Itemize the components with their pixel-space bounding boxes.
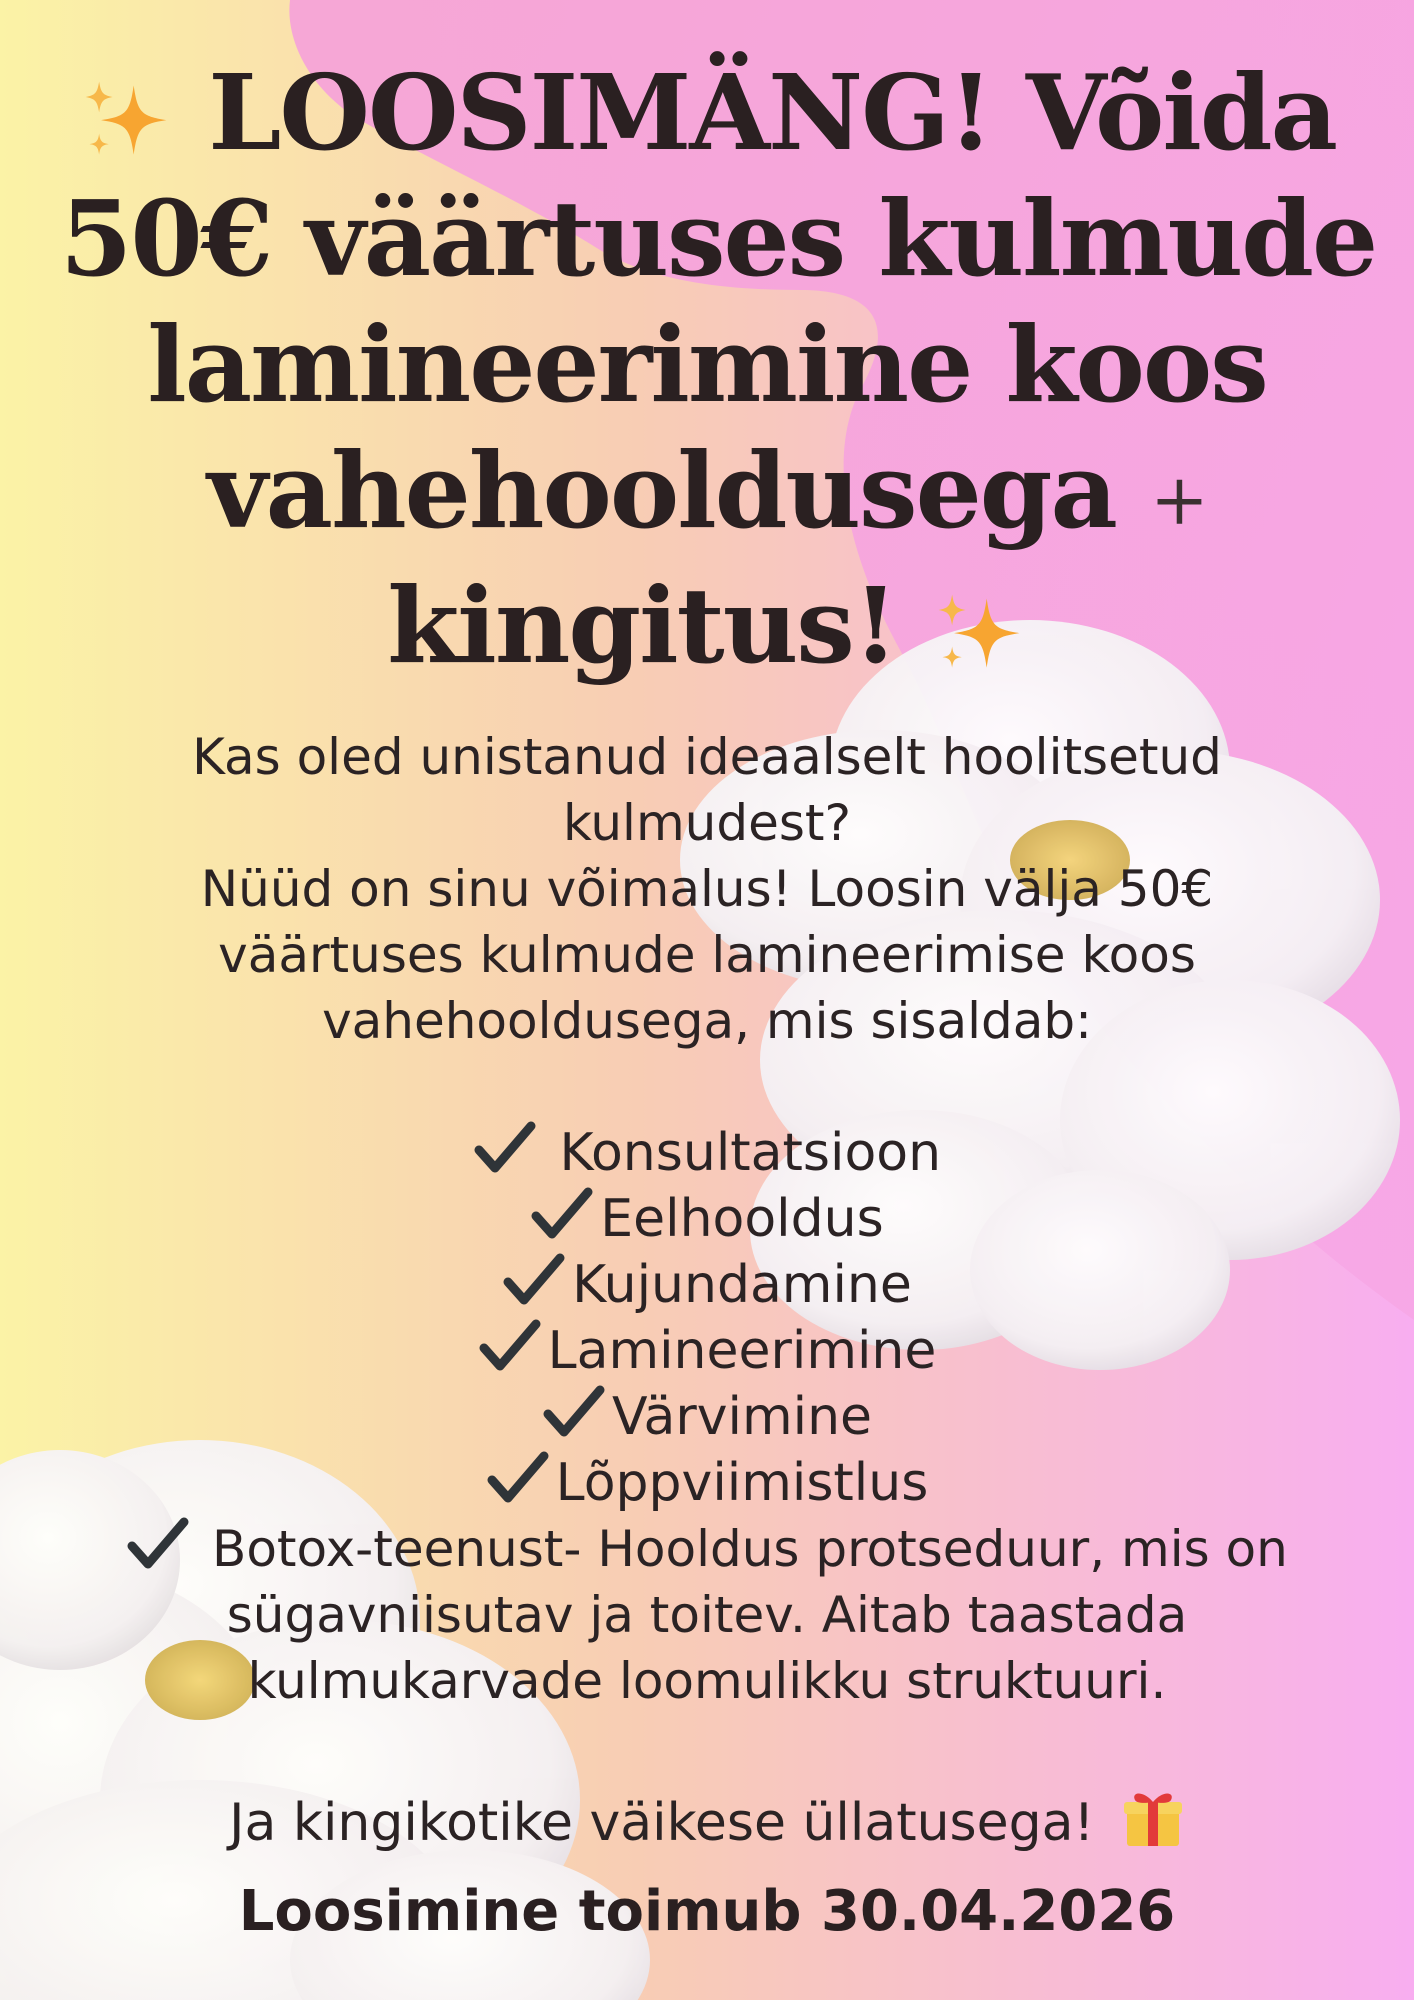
checklist-item-finishing: Lõppviimistlus — [40, 1450, 1374, 1516]
check-icon — [542, 1384, 606, 1440]
intro-line-3: Nüüd on sinu võimalus! Loosin välja 50€ — [200, 860, 1214, 918]
botox-line-3: kulmukarvade loomulikku struktuuri. — [247, 1652, 1167, 1710]
gift-text: Ja kingikotike väikese üllatusega! — [229, 1793, 1095, 1853]
intro-line-2: kulmudest? — [562, 794, 852, 852]
intro-paragraph — [60, 724, 1354, 1054]
check-icon — [486, 1450, 550, 1506]
gift-icon — [1121, 1786, 1185, 1850]
intro-line-4: väärtuses kulmude lamineerimise koos — [218, 926, 1196, 984]
checklist-item-lamination: Lamineerimine — [40, 1318, 1374, 1384]
sparkles-icon — [931, 587, 1027, 683]
headline-line-3: lamineerimine koos — [147, 303, 1267, 426]
checklist-item-consultation: Konsultatsioon — [40, 1120, 1374, 1186]
headline-line-4 — [60, 428, 1354, 563]
check-icon — [502, 1252, 566, 1308]
check-icon — [473, 1120, 537, 1176]
checklist-item-tinting: Värvimine — [40, 1384, 1374, 1450]
checklist-item-shaping: Kujundamine — [40, 1252, 1374, 1318]
headline-line-1 — [60, 50, 1354, 176]
botox-line-1: Botox-teenust- Hooldus protseduur, mis on — [40, 1516, 1374, 1582]
headline-line-2: 50€ väärtuses kulmude — [60, 177, 1377, 300]
checklist-item-botox — [40, 1516, 1374, 1714]
botox-line-2: sügavniisutav ja toitev. Aitab taastada — [226, 1586, 1188, 1644]
check-icon — [126, 1516, 190, 1572]
intro-line-1: Kas oled unistanud ideaalselt hoolitsetud — [192, 728, 1222, 786]
gift-bag-note — [40, 1786, 1374, 1858]
headline-line-5 — [60, 563, 1354, 689]
headline-text-5: kingitus! — [387, 563, 897, 687]
checklist-item-prep: Eelhooldus — [40, 1186, 1374, 1252]
headline-text-1: LOOSIMÄNG! Võida — [208, 51, 1336, 174]
sparkles-icon — [78, 74, 174, 170]
check-icon — [530, 1186, 594, 1242]
draw-date: Loosimine toimub 30.04.2026 — [238, 1879, 1176, 1944]
check-icon — [478, 1318, 542, 1374]
intro-line-5: vahehooldusega, mis sisaldab: — [322, 992, 1092, 1050]
headline-text-4: vahehooldusega — [207, 429, 1116, 552]
plus-sign: + — [1150, 458, 1207, 541]
headline — [60, 50, 1377, 689]
service-checklist — [40, 1120, 1374, 1714]
